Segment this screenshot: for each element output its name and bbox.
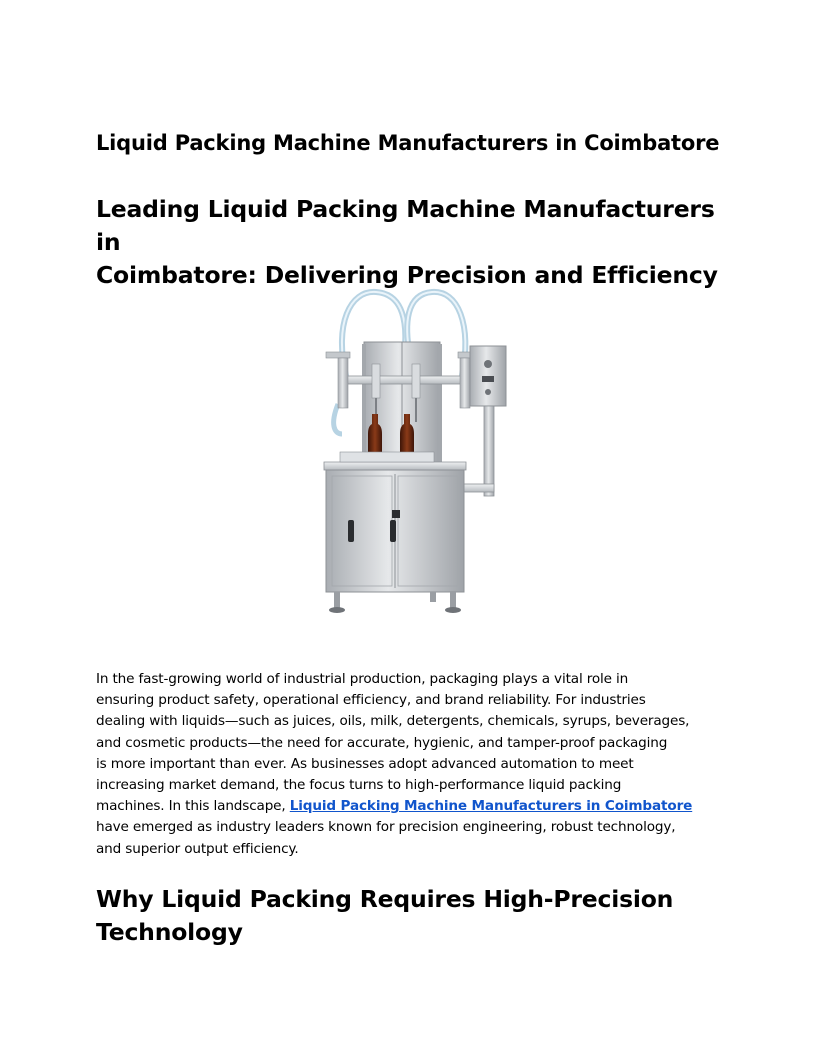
- liquid-filling-machine-image: [312, 284, 508, 624]
- intro-line-prefix: machines. In this landscape,: [96, 798, 290, 815]
- intro-line: In the fast-growing world of industrial production, packaging plays a vital role in: [96, 671, 629, 687]
- intro-line: increasing market demand, the focus turns to high-performance liquid packing: [96, 777, 622, 794]
- main-heading-line-1: Leading Liquid Packing Machine Manufacturers in: [96, 195, 715, 256]
- manufacturers-link[interactable]: Liquid Packing Machine Manufacturers in Coimbatore: [289, 798, 693, 815]
- intro-line: is more important than ever. As businesses adopt advanced automation to meet: [96, 755, 634, 772]
- intro-line: dealing with liquids—such as juices, oils, milk, detergents, chemicals, syrups, beverages,: [96, 713, 690, 730]
- intro-line-with-link: [96, 796, 728, 817]
- section-heading-line-1: Why Liquid Packing Requires High-Precision: [96, 885, 674, 913]
- main-heading: [96, 193, 736, 292]
- intro-line: and cosmetic products—the need for accurate, hygienic, and tamper-proof packaging: [96, 734, 668, 751]
- intro-line: ensuring product safety, operational efficiency, and brand reliability. For industries: [96, 692, 646, 709]
- intro-paragraph: [96, 669, 728, 860]
- intro-line: and superior output efficiency.: [96, 840, 299, 857]
- section-heading-line-2: Technology: [96, 918, 243, 946]
- document-title: Liquid Packing Machine Manufacturers in Coimbatore: [96, 131, 720, 155]
- main-heading-line-2: Coimbatore: Delivering Precision and Efficiency: [96, 261, 718, 289]
- intro-line: have emerged as industry leaders known for precision engineering, robust technology,: [96, 819, 676, 836]
- section-heading: [96, 883, 696, 949]
